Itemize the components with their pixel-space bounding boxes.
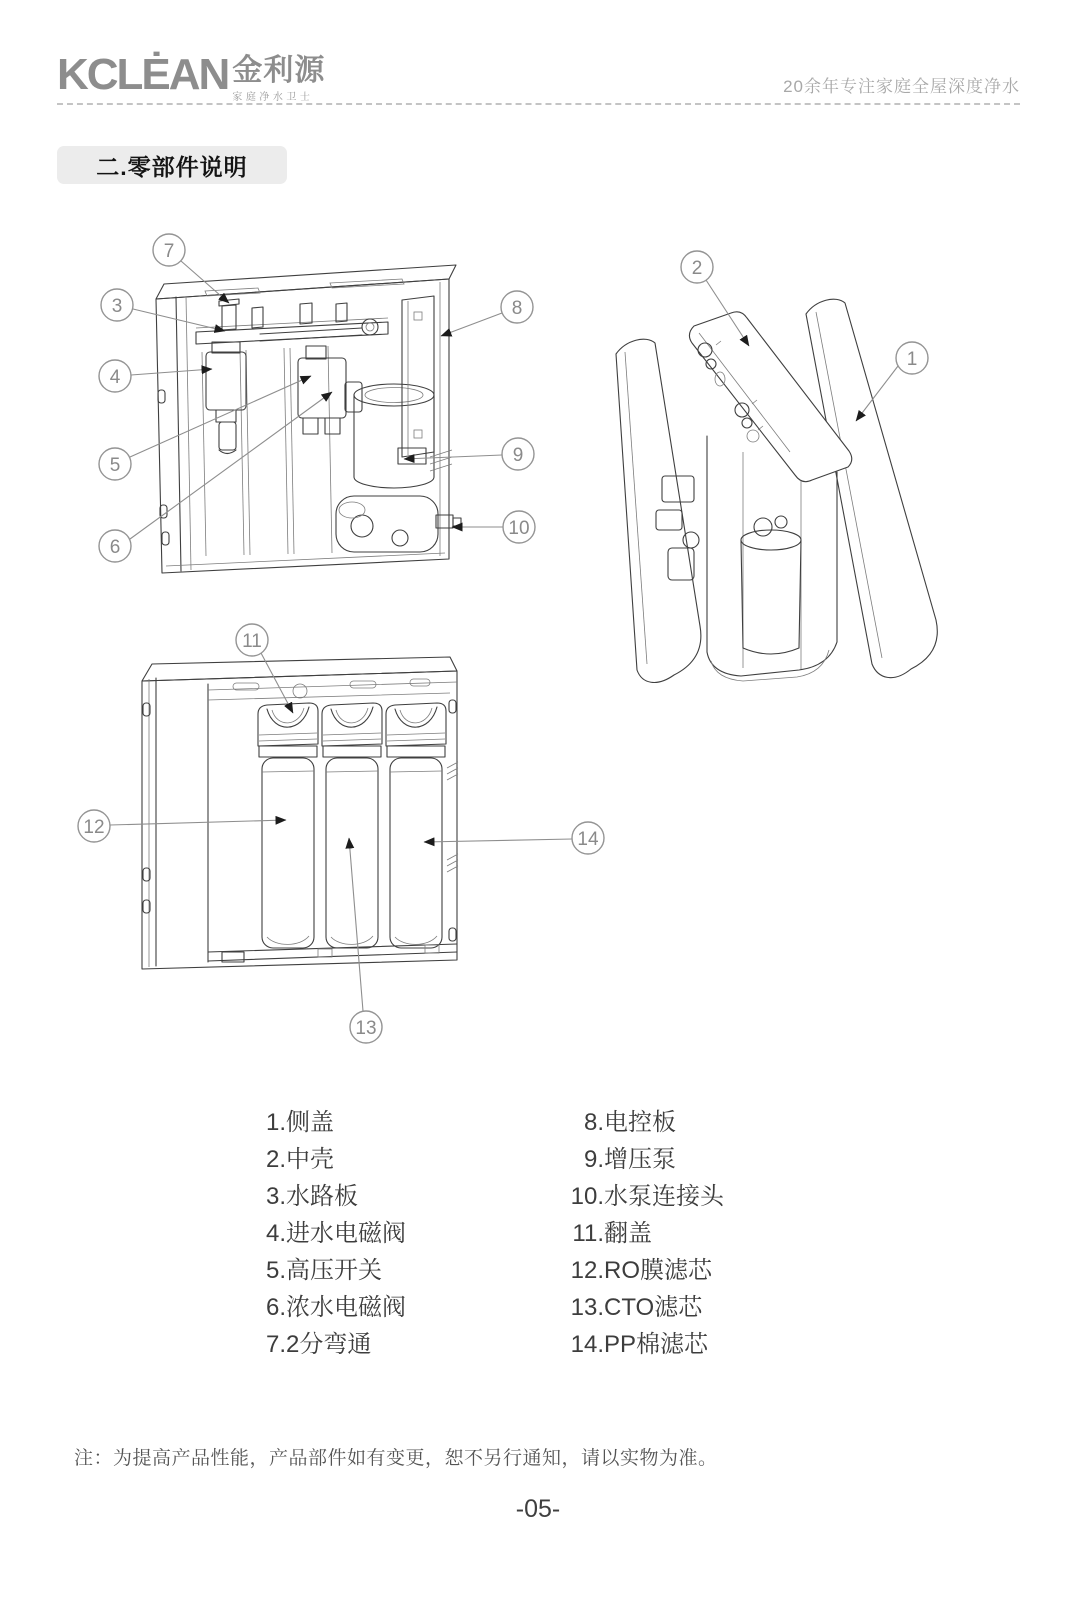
page-number: -05- — [515, 1495, 561, 1523]
svg-text:3: 3 — [111, 296, 123, 317]
part-item: 12.RO膜滤芯 — [570, 1257, 712, 1284]
logo-chinese: 金利源 — [232, 54, 326, 87]
svg-text:1: 1 — [906, 349, 918, 370]
filter-cartridge-cto — [322, 703, 382, 948]
logo-slogan: 家庭净水卫士 — [232, 92, 314, 103]
diagram-exploded-view — [616, 299, 937, 682]
callout-7 — [153, 234, 229, 303]
filter-cartridge-pp — [386, 703, 446, 948]
left-side-cover — [616, 339, 701, 682]
svg-text:13: 13 — [355, 1018, 377, 1039]
logo-wordmark: KCLĖAN — [57, 50, 229, 99]
part-item: 10.水泵连接头 — [570, 1183, 724, 1210]
part-item: 9.增压泵 — [583, 1146, 676, 1173]
svg-text:4: 4 — [109, 367, 121, 388]
part-item: 4.进水电磁阀 — [265, 1220, 406, 1247]
part-item: 5.高压开关 — [265, 1257, 382, 1284]
parts-list-left — [260, 1104, 406, 1363]
svg-text:8: 8 — [511, 298, 523, 319]
callout-5 — [99, 376, 311, 480]
svg-text:9: 9 — [512, 445, 524, 466]
svg-text:14: 14 — [577, 829, 599, 850]
pressure-switch-valve — [298, 346, 362, 434]
part-item: 13.CTO滤芯 — [570, 1294, 703, 1321]
part-item: 6.浓水电磁阀 — [265, 1294, 406, 1321]
callout-14 — [424, 822, 604, 854]
pump-connector — [336, 496, 461, 552]
svg-text:10: 10 — [508, 518, 530, 539]
part-item: 2.中壳 — [265, 1146, 334, 1173]
part-item: 11.翻盖 — [572, 1220, 652, 1247]
callout-11 — [236, 624, 293, 713]
svg-text:6: 6 — [109, 537, 121, 558]
callout-4 — [99, 360, 212, 392]
part-item: 1.侧盖 — [265, 1109, 334, 1136]
svg-text:2: 2 — [691, 258, 703, 279]
part-item: 8.电控板 — [583, 1109, 676, 1136]
svg-text:11: 11 — [242, 631, 262, 652]
header-tagline: 20余年专注家庭全屋深度净水 — [783, 77, 1020, 96]
callout-10 — [452, 511, 535, 543]
svg-text:5: 5 — [109, 455, 121, 476]
svg-text:7: 7 — [163, 241, 175, 262]
callout-12 — [78, 810, 286, 842]
filter-cartridge-ro — [258, 703, 318, 948]
water-board — [196, 322, 388, 344]
parts-list-right — [560, 1104, 724, 1363]
section-title: 二.零部件说明 — [57, 146, 287, 184]
part-item: 7.2分弯通 — [265, 1331, 372, 1358]
part-item: 14.PP棉滤芯 — [570, 1331, 709, 1358]
control-board — [398, 296, 434, 464]
callout-8 — [441, 291, 533, 336]
part-item: 3.水路板 — [265, 1183, 358, 1210]
footnote: 注：为提高产品性能，产品部件如有变更，恕不另行通知，请以实物为准。 — [74, 1448, 718, 1469]
diagram-front-view — [142, 657, 458, 969]
diagram-internal-view — [156, 265, 461, 573]
svg-text:12: 12 — [83, 817, 105, 838]
